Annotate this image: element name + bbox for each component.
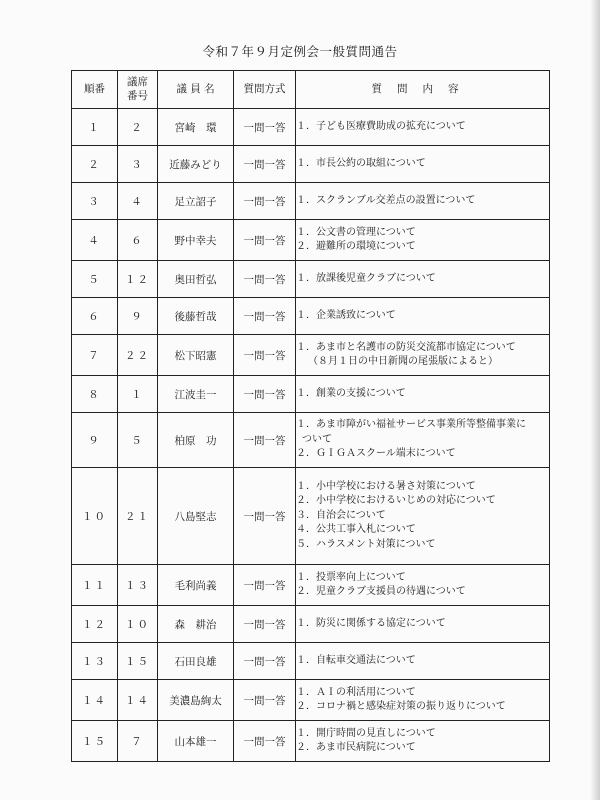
table-body bbox=[72, 109, 550, 762]
table-row bbox=[72, 468, 550, 565]
cell-topics bbox=[296, 721, 550, 762]
topic-item: １．スクランブル交差点の設置について bbox=[296, 194, 476, 206]
cell-style: 一問一答 bbox=[234, 565, 296, 606]
table-row bbox=[72, 298, 550, 335]
table-row bbox=[72, 376, 550, 413]
cell-order: ４ bbox=[72, 220, 118, 261]
table-header-row bbox=[72, 71, 550, 109]
cell-style: 一問一答 bbox=[234, 376, 296, 413]
topic-item: １．創業の支援について bbox=[296, 387, 406, 399]
cell-style: 一問一答 bbox=[234, 335, 296, 376]
cell-name: 美濃島絢太 bbox=[158, 680, 234, 721]
topic-item: １．防災に関係する協定について bbox=[296, 617, 446, 629]
table-row bbox=[72, 413, 550, 468]
cell-seat: ６ bbox=[118, 220, 158, 261]
cell-topics bbox=[296, 376, 550, 413]
topic-item: １．自転車交通法について bbox=[296, 654, 416, 666]
cell-order: １０ bbox=[72, 468, 118, 565]
cell-style: 一問一答 bbox=[234, 220, 296, 261]
cell-order: ８ bbox=[72, 376, 118, 413]
topic-item: １．ＡＩの利活用について bbox=[296, 686, 416, 698]
cell-seat: １５ bbox=[118, 643, 158, 680]
cell-style: 一問一答 bbox=[234, 606, 296, 643]
cell-topics bbox=[296, 261, 550, 298]
cell-seat: １４ bbox=[118, 680, 158, 721]
cell-name: 石田良雄 bbox=[158, 643, 234, 680]
question-table bbox=[71, 70, 550, 762]
cell-topics bbox=[296, 606, 550, 643]
cell-order: ７ bbox=[72, 335, 118, 376]
topic-item: ２．児童クラブ支援員の待遇について bbox=[296, 586, 466, 597]
header-seat bbox=[118, 71, 158, 109]
cell-topics bbox=[296, 413, 550, 468]
cell-topics bbox=[296, 643, 550, 680]
cell-name: 江波圭一 bbox=[158, 376, 234, 413]
cell-name: 宮崎 環 bbox=[158, 109, 234, 146]
cell-style: 一問一答 bbox=[234, 413, 296, 468]
cell-order: ２ bbox=[72, 146, 118, 183]
table-row bbox=[72, 721, 550, 762]
topic-item: １．開庁時間の見直しについて bbox=[296, 727, 436, 739]
cell-seat: ２ bbox=[118, 109, 158, 146]
topic-item: １．市長公約の取組について bbox=[296, 157, 426, 169]
topic-item: ４．公共工事入札について bbox=[296, 524, 416, 536]
cell-style: 一問一答 bbox=[234, 261, 296, 298]
cell-seat: １３ bbox=[118, 565, 158, 606]
cell-order: １ bbox=[72, 109, 118, 146]
cell-seat: ３ bbox=[118, 146, 158, 183]
cell-order: ５ bbox=[72, 261, 118, 298]
table-row bbox=[72, 261, 550, 298]
cell-name: 八島堅志 bbox=[158, 468, 234, 565]
cell-seat: １０ bbox=[118, 606, 158, 643]
cell-order: １２ bbox=[72, 606, 118, 643]
cell-order: １４ bbox=[72, 680, 118, 721]
table-row bbox=[72, 606, 550, 643]
cell-seat: ２２ bbox=[118, 335, 158, 376]
topic-item: ２．小中学校におけるいじめの対応について bbox=[296, 495, 496, 507]
cell-name: 山本雄一 bbox=[158, 721, 234, 762]
cell-seat: ４ bbox=[118, 183, 158, 220]
cell-order: ６ bbox=[72, 298, 118, 335]
topic-item: １．あま市障がい福祉サービス事業所等整備事業に bbox=[296, 419, 526, 431]
cell-name: 奥田哲弘 bbox=[158, 261, 234, 298]
topic-item: ５．ハラスメント対策について bbox=[296, 538, 436, 550]
cell-order: ９ bbox=[72, 413, 118, 468]
cell-topics bbox=[296, 335, 550, 376]
cell-topics bbox=[296, 298, 550, 335]
cell-style: 一問一答 bbox=[234, 146, 296, 183]
cell-seat: ９ bbox=[118, 298, 158, 335]
topic-item: ２．コロナ禍と感染症対策の振り返りについて bbox=[296, 701, 506, 712]
topic-item: １．あま市と名護市の防災交流都市協定について bbox=[296, 341, 516, 353]
table-row bbox=[72, 183, 550, 220]
topic-item: ついて bbox=[302, 433, 332, 445]
cell-style: 一問一答 bbox=[234, 109, 296, 146]
cell-order: １５ bbox=[72, 721, 118, 762]
header-order: 順番 bbox=[72, 71, 118, 109]
cell-topics bbox=[296, 146, 550, 183]
table-row bbox=[72, 565, 550, 606]
cell-name: 毛利尚義 bbox=[158, 565, 234, 606]
cell-name: 柏原 功 bbox=[158, 413, 234, 468]
cell-order: ３ bbox=[72, 183, 118, 220]
cell-topics bbox=[296, 183, 550, 220]
cell-style: 一問一答 bbox=[234, 468, 296, 565]
cell-seat: ７ bbox=[118, 721, 158, 762]
cell-topics bbox=[296, 109, 550, 146]
cell-topics bbox=[296, 680, 550, 721]
topic-item: １．企業誘致について bbox=[296, 309, 396, 321]
cell-seat: ２１ bbox=[118, 468, 158, 565]
topic-item: ３．自治会について bbox=[296, 509, 386, 521]
table-row bbox=[72, 335, 550, 376]
topic-item: （８月１日の中日新聞の尾張版によると） bbox=[308, 356, 498, 367]
cell-name: 森 耕治 bbox=[158, 606, 234, 643]
topic-item: １．放課後児童クラブについて bbox=[296, 272, 436, 284]
table-row bbox=[72, 146, 550, 183]
topic-item: １．子ども医療費助成の拡充について bbox=[296, 120, 466, 132]
table-row bbox=[72, 680, 550, 721]
cell-topics bbox=[296, 220, 550, 261]
cell-seat: １２ bbox=[118, 261, 158, 298]
table-row bbox=[72, 220, 550, 261]
cell-name: 後藤哲哉 bbox=[158, 298, 234, 335]
topic-item: ２．あま市民病院について bbox=[296, 742, 416, 753]
topic-item: １．公文書の管理について bbox=[296, 226, 416, 238]
cell-name: 足立詔子 bbox=[158, 183, 234, 220]
topic-item: １．投票率向上について bbox=[296, 571, 406, 583]
cell-order: １１ bbox=[72, 565, 118, 606]
cell-order: １３ bbox=[72, 643, 118, 680]
header-style: 質問方式 bbox=[234, 71, 296, 109]
cell-style: 一問一答 bbox=[234, 298, 296, 335]
cell-style: 一問一答 bbox=[234, 183, 296, 220]
table-row bbox=[72, 643, 550, 680]
cell-seat: ５ bbox=[118, 413, 158, 468]
topic-item: ２．避難所の環境について bbox=[296, 241, 416, 252]
cell-seat: １ bbox=[118, 376, 158, 413]
header-name: 議 員 名 bbox=[158, 71, 234, 109]
cell-style: 一問一答 bbox=[234, 721, 296, 762]
topic-item: １．小中学校における暑さ対策について bbox=[296, 480, 476, 492]
cell-name: 松下昭憲 bbox=[158, 335, 234, 376]
topic-item: ２．ＧＩＧＡスクール端末について bbox=[296, 448, 456, 460]
page-title: 令和７年９月定例会一般質問通告 bbox=[202, 44, 398, 59]
header-content: 質問内容 bbox=[296, 71, 550, 109]
page-edge-shadow bbox=[590, 0, 600, 800]
cell-topics bbox=[296, 468, 550, 565]
table-row bbox=[72, 109, 550, 146]
cell-style: 一問一答 bbox=[234, 680, 296, 721]
header-seat-text: 議席番号 bbox=[126, 76, 148, 102]
cell-name: 近藤みどり bbox=[158, 146, 234, 183]
cell-name: 野中幸夫 bbox=[158, 220, 234, 261]
cell-topics bbox=[296, 565, 550, 606]
cell-style: 一問一答 bbox=[234, 643, 296, 680]
